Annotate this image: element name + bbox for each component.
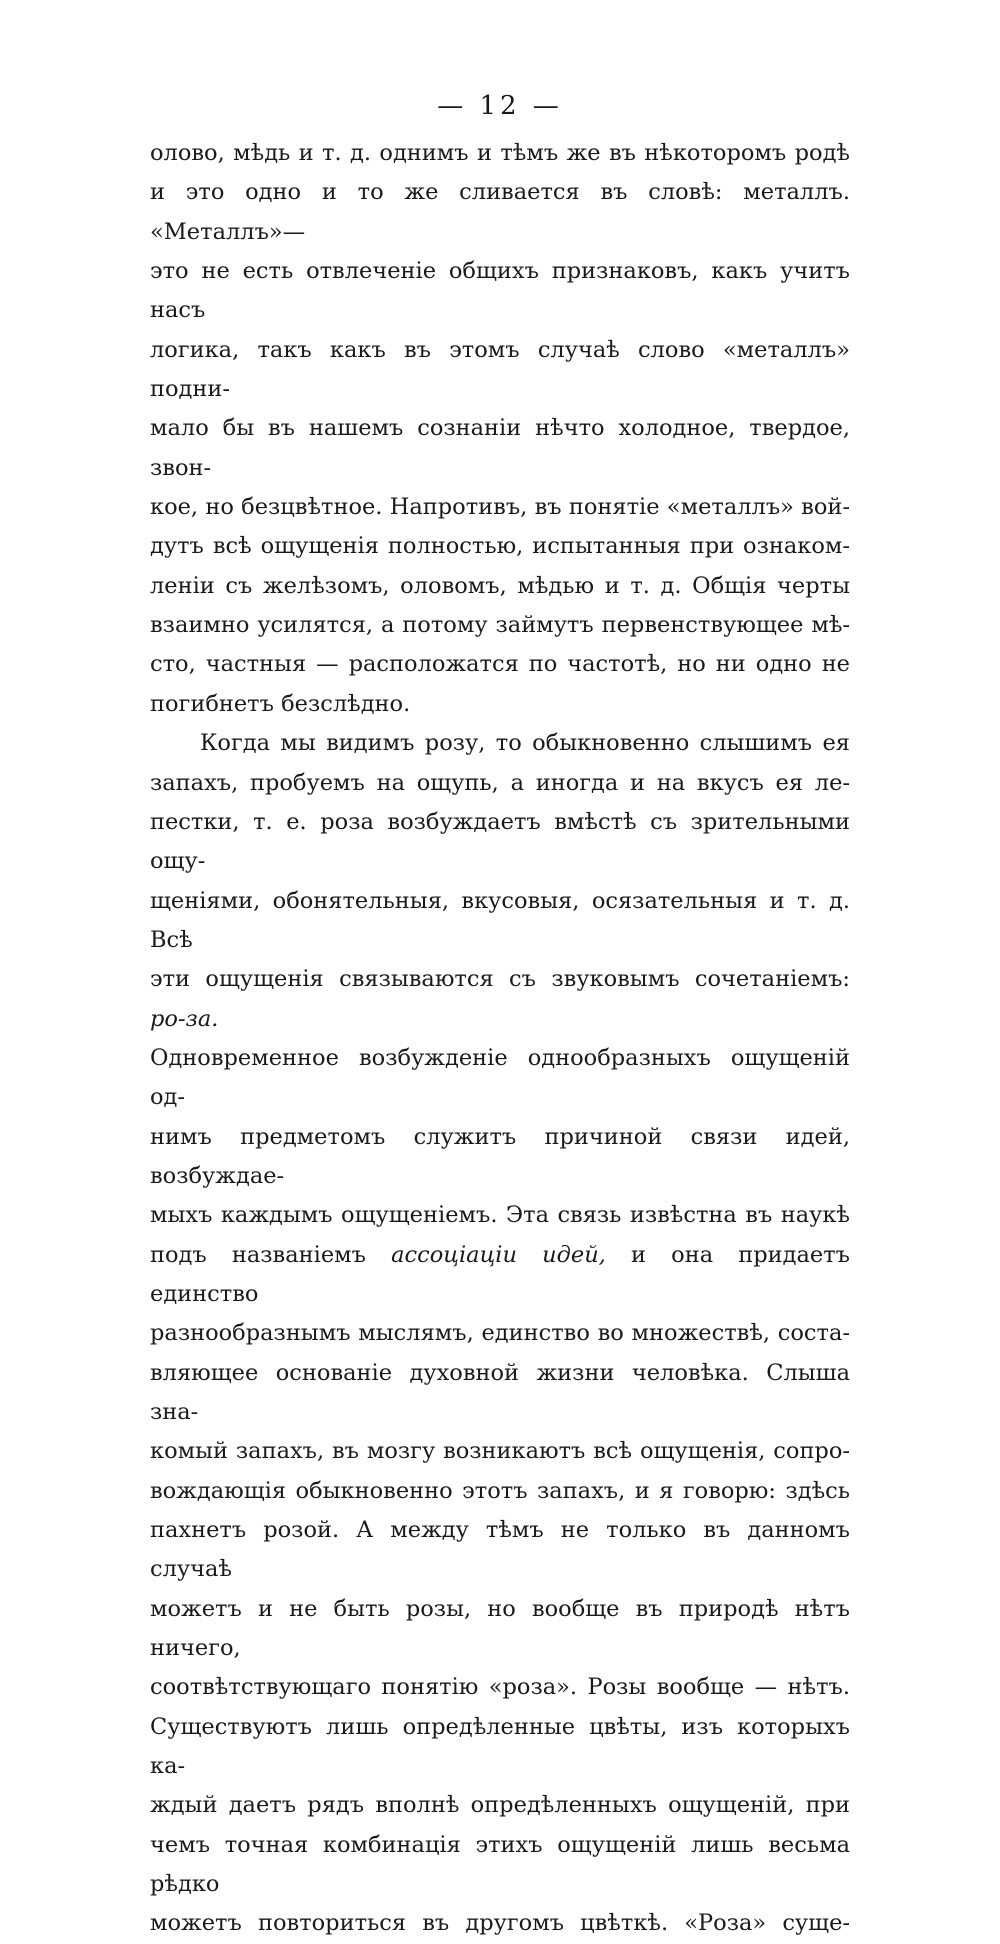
text-line: это не есть отвлеченіе общихъ признаковъ, какъ учитъ насъ	[150, 258, 850, 324]
text-line: ждый даетъ рядъ вполнѣ опредѣленныхъ ощущеній, при	[150, 1792, 850, 1819]
text-line: взаимно усилятся, а потому займутъ первенствующее мѣ-	[150, 612, 850, 639]
text-line: можетъ и не быть розы, но вообще въ природѣ нѣтъ ничего,	[150, 1595, 850, 1662]
text-line	[150, 1236, 850, 1315]
text-line: пахнетъ розой. А между тѣмъ не только въ данномъ случаѣ	[150, 1517, 850, 1583]
text-line: погибнетъ безслѣдно.	[150, 690, 411, 717]
text-line: чемъ точная комбинація этихъ ощущеній лишь весьма рѣдко	[150, 1831, 850, 1898]
body-text	[150, 134, 850, 1944]
text-line: Когда мы видимъ розу, то обыкновенно слышимъ ея	[200, 730, 850, 757]
text-span: и она придаетъ единство	[150, 1241, 850, 1307]
text-line: щеніями, обонятельныя, вкусовыя, осязательныя и т. д. Всѣ	[150, 887, 850, 953]
text-line: мало бы въ нашемъ сознаніи нѣчто холодное, твердое, звон-	[150, 415, 850, 481]
text-line: леніи съ желѣзомъ, оловомъ, мѣдью и т. д. Общія черты	[150, 572, 850, 599]
text-line	[150, 960, 850, 1039]
text-line: и это одно и то же сливается въ словѣ: металлъ. «Металлъ»—	[150, 179, 850, 245]
text-line: дутъ всѣ ощущенія полностью, испытанныя при ознаком-	[150, 533, 850, 560]
text-line: нимъ предметомъ служитъ причиной связи идей, возбуждае-	[150, 1123, 850, 1189]
text-line: Одновременное возбужденіе однообразныхъ ощущеній од-	[150, 1044, 850, 1111]
text-line: соотвѣтствующаго понятію «роза». Розы вообще — нѣтъ.	[150, 1674, 850, 1701]
italic-term: ассоціаціи идей,	[391, 1241, 606, 1268]
text-line: разнообразнымъ мыслямъ, единство во множествѣ, соста-	[150, 1320, 850, 1347]
italic-term: ро-за.	[150, 1005, 219, 1032]
page-number: — 12 —	[437, 91, 563, 121]
text-line: Существуютъ лишь опредѣленные цвѣты, изъ которыхъ ка-	[150, 1713, 850, 1780]
text-line: пестки, т. е. роза возбуждаетъ вмѣстѣ съ зрительными ощу-	[150, 808, 850, 875]
text-line: сто, частныя — расположатся по частотѣ, но ни одно не	[150, 651, 850, 678]
text-line: логика, такъ какъ въ этомъ случаѣ слово «металлъ» подни-	[150, 336, 850, 403]
text-line: мыхъ каждымъ ощущеніемъ. Эта связь извѣстна въ наукѣ	[150, 1202, 850, 1229]
text-line: олово, мѣдь и т. д. однимъ и тѣмъ же въ нѣкоторомъ родѣ	[150, 140, 850, 166]
text-line: кое, но безцвѣтное. Напротивъ, въ понятіе «металлъ» вой-	[150, 494, 850, 521]
text-line: запахъ, пробуемъ на ощупь, а иногда и на вкусъ ея ле-	[150, 769, 850, 796]
text-line: можетъ повториться въ другомъ цвѣткѣ. «Роза» суще-	[150, 1910, 850, 1937]
text-span: подъ названіемъ	[150, 1241, 366, 1268]
text-line: вляющее основаніе духовной жизни человѣка. Слыша зна-	[150, 1359, 850, 1425]
text-span: эти ощущенія связываются съ звуковымъ сочетаніемъ:	[150, 966, 850, 993]
text-line: комый запахъ, въ мозгу возникаютъ всѣ ощущенія, сопро-	[150, 1438, 850, 1465]
text-line: вождающія обыкновенно этотъ запахъ, и я говорю: здѣсь	[150, 1477, 850, 1504]
